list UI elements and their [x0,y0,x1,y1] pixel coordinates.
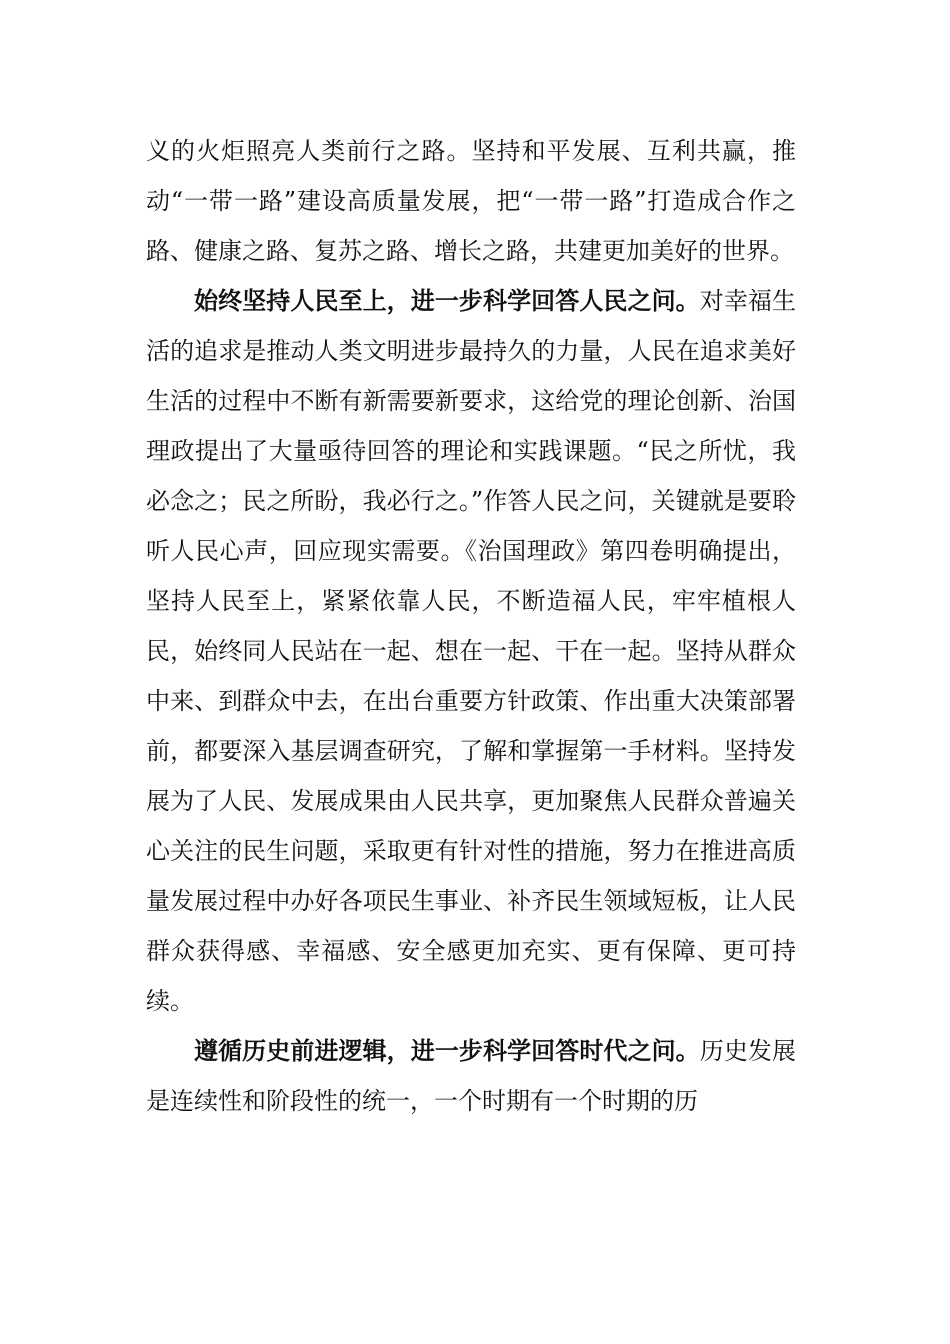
paragraph-continuation [146,126,796,276]
paragraph-text: 义的火炬照亮人类前行之路。坚持和平发展、互利共赢，推动“一带一路”建设高质量发展，把“一带一路”打造成合作之路、健康之路、复苏之路、增长之路，共建更加美好的世界。 [146,137,796,265]
paragraph-era [146,1026,796,1126]
paragraph-heading: 始终坚持人民至上，进一步科学回答人民之问。 [194,287,700,315]
paragraph-text: 历史发展是连续性和阶段性的统一，一个时期有一个时期的历 [146,1037,796,1115]
paragraph-text: 对幸福生活的追求是推动人类文明进步最持久的力量，人民在追求美好生活的过程中不断有新需要新要求，这给党的理论创新、治国理政提出了大量亟待回答的理论和实践课题。“民之所忧，我必念之；民之所盼，我必行之。”作答人民之问，关键就是要聆听人民心声，回应现实需要。《治国理政》第四卷明确提出，坚持人民至上，紧紧依靠人民，不断造福人民，牢牢植根人民，始终同人民站在一起、想在一起、干在一起。坚持从群众中来、到群众中去，在出台重要方针政策、作出重大决策部署前，都要深入基层调查研究，了解和掌握第一手材料。坚持发展为了人民、发展成果由人民共享，更加聚焦人民群众普遍关心关注的民生问题，采取更有针对性的措施，努力在推进高质量发展过程中办好各项民生事业、补齐民生领域短板，让人民群众获得感、幸福感、安全感更加充实、更有保障、更可持续。 [146,287,796,1015]
paragraph-people [146,276,796,1026]
paragraph-heading: 遵循历史前进逻辑，进一步科学回答时代之问。 [194,1037,700,1065]
document-body [146,126,796,1126]
